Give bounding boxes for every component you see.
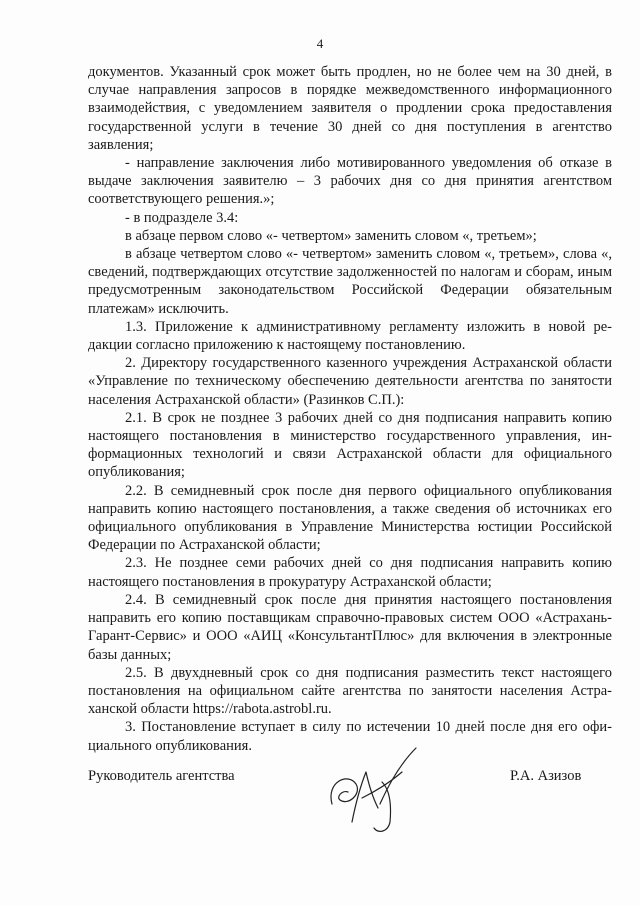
paragraph: - в подразделе 3.4: (125, 209, 239, 226)
paragraph: 2.4. В семидневный срок после дня принятия настоящего постановления направить его копию поставщикам справочно-правовых систем ООО «Астрахань-Гарант-Сервис» и ООО «АИЦ «КонсультантПлюс» для включения в электронные базы данных; (88, 591, 612, 663)
paragraph: 2.2. В семидневный срок после дня первого официального опубликования направить копию настоящего постановления, а также сведения об источниках его официального опубликования в Управление Министерства юстиции Российской Федерации по Астраханской области; (88, 482, 612, 554)
paragraph: 2. Директору государственного казенного учреждения Астраханской области «Управление по техническому обеспечению деятельности агентства по занятости населения Астраханской области» (Разинков С.П.): (88, 355, 612, 408)
handwritten-signature (318, 742, 428, 842)
paragraph: в абзаце четвертом слово «- четвертом» заменить словом «, третьем», слова «, сведений, подтверждающих отсутствие задолженностей по налогам и сборам, иным предусмотренным законодательством Российской Федерации обязательным платежам» исключить. (88, 246, 612, 317)
paragraph: 2.3. Не позднее семи рабочих дней со дня подписания направить копию настоящего постановления в прокуратуру Астраханской области; (88, 555, 612, 590)
document-body (88, 63, 612, 755)
page-number: 4 (316, 36, 324, 51)
paragraph: 3. Постановление вступает в силу по истечении 10 дней после дня его официального опубликования. (88, 719, 612, 754)
paragraph: 1.3. Приложение к административному регламенту изложить в новой редакции согласно приложению к настоящему постановлению. (88, 318, 612, 354)
paragraph: - направление заключения либо мотивированного уведомления об отказе в выдаче заключения заявителю – 3 рабочих дня со дня принятия агентством соответствующего решения.»; (88, 155, 612, 208)
position-title: Руководитель агентства (88, 768, 235, 784)
paragraph: в абзаце первом слово «- четвертом» заменить словом «, третьем»; (125, 227, 537, 244)
paragraph: 2.1. В срок не позднее 3 рабочих дней со дня подписания направить копию настоящего постановления в министерство государственного управления, информационных технологий и связи Астраханской области для официального опубликования; (88, 409, 612, 481)
paragraph: документов. Указанный срок может быть продлен, но не более чем на 30 дней, в случае направления запросов в порядке межведомственного информационного взаимодействия, с уведомлением заявителя о продлении срока предоставления государственной услуги в течение 30 дней со дня поступления в агентство заявления; (88, 64, 612, 153)
signatory-name: Р.А. Азизов (510, 768, 582, 784)
paragraph: 2.5. В двухдневный срок со дня подписания разместить текст настоящего постановления на официальном сайте агентства по занятости населения Астраханской области https://rabota.astrobl.ru. (88, 664, 612, 718)
